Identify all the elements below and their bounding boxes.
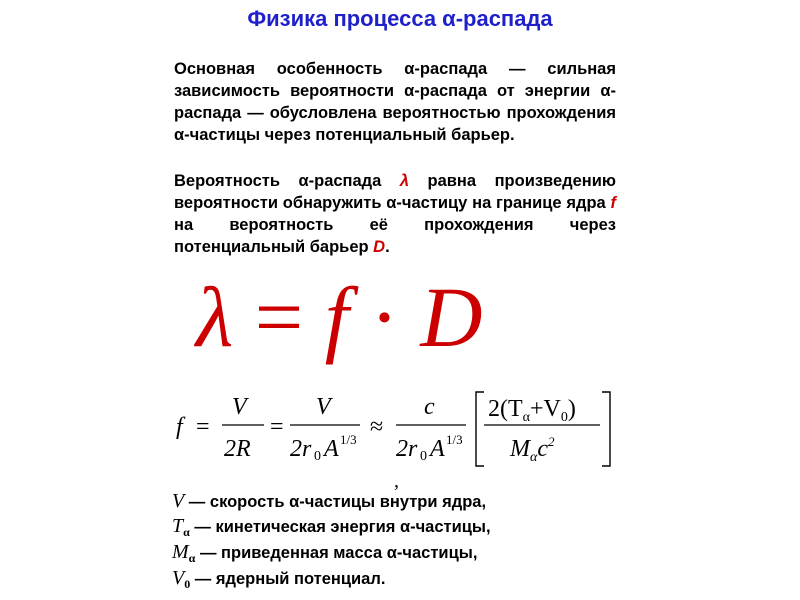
formula2-den2-zero: 0 <box>314 449 321 464</box>
right-bracket <box>602 392 610 466</box>
paragraph-text: на вероятность её прохождения через потенциальный барьер <box>174 216 616 256</box>
def-symbol: M <box>172 541 189 563</box>
formula2-eq1: = <box>196 414 210 440</box>
slide-title: Физика процесса α-распада <box>247 6 553 31</box>
formula2-num1: V <box>232 394 247 420</box>
main-formula <box>196 262 482 372</box>
definition-v0 <box>172 567 385 592</box>
def-symbol: V <box>172 567 185 589</box>
formula2-den4: $M_\alpha c^2$ <box>510 434 555 465</box>
formula-f: f <box>324 269 349 365</box>
formula2-den3-zero: 0 <box>420 449 427 464</box>
def-subscript: 0 <box>184 577 191 591</box>
f-symbol: f <box>610 194 616 212</box>
definition-m-alpha <box>172 541 477 566</box>
formula-comma: , <box>394 470 399 492</box>
f-expansion-formula <box>172 388 632 478</box>
formula2-num3: c <box>424 394 435 420</box>
def-subscript: α <box>188 551 196 565</box>
def-symbol: V <box>172 490 185 512</box>
def-symbol: T <box>172 515 184 537</box>
formula2-num4: $2(T_\alpha+V_0)$ <box>488 396 576 425</box>
def-subscript: α <box>183 525 190 539</box>
paragraph-text: равна произведению вероятности обнаружить α-частицу на границе ядра <box>174 172 616 212</box>
d-symbol: D <box>373 238 386 256</box>
lambda-symbol: λ <box>399 172 410 190</box>
def-text: — ядерный потенциал. <box>190 570 386 588</box>
definition-t-alpha <box>172 515 491 540</box>
formula2-den1: 2R <box>224 436 251 462</box>
formula2-den2-exp: 1/3 <box>340 432 357 447</box>
formula2-den3-exp: 1/3 <box>446 432 463 447</box>
def-text: — скорость α-частицы внутри ядра, <box>184 493 487 511</box>
formula-lambda: λ <box>196 269 234 365</box>
formula2-den3-a: A <box>430 436 445 462</box>
formula-equals: = <box>254 269 304 365</box>
paragraph-text: Вероятность α-распада <box>174 172 400 190</box>
formula-d: D <box>420 269 483 365</box>
def-text: — приведенная масса α-частицы, <box>195 544 478 562</box>
formula2-approx: ≈ <box>370 414 384 440</box>
paragraph-main-feature: Основная особенность α-распада — сильная зависимость вероятности α-распада от энергии α-распада — обусловлена вероятностью прохождения α-частицы через потенциальный барьер. <box>174 60 616 144</box>
left-bracket <box>476 392 484 466</box>
formula2-eq2: = <box>270 414 284 440</box>
paragraph-probability <box>174 170 616 258</box>
formula2-den2-a: A <box>324 436 339 462</box>
formula-dot: · <box>370 269 399 365</box>
formula2-den2-r: 2r <box>290 436 312 462</box>
definition-v <box>172 490 486 515</box>
formula2-num2: V <box>316 394 331 420</box>
formula2-f: f <box>176 414 183 440</box>
paragraph-text: . <box>385 238 390 256</box>
formula2-den3-r: 2r <box>396 436 418 462</box>
def-text: — кинетическая энергия α-частицы, <box>189 518 491 536</box>
